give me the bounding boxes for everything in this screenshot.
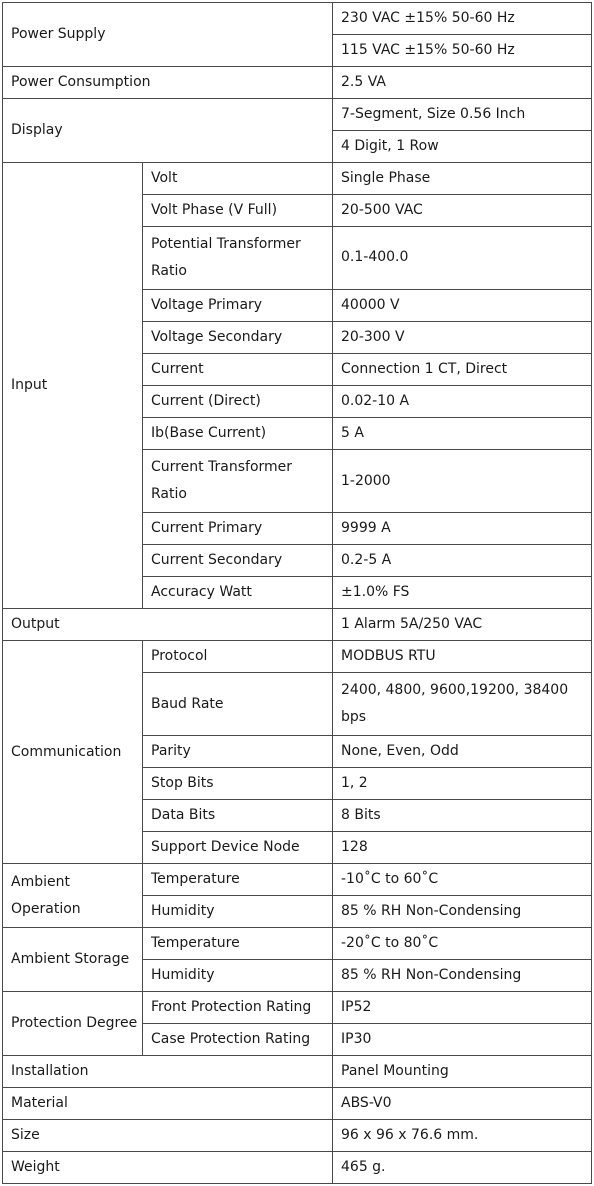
spec-row-installation: [3, 1055, 592, 1087]
spec-row-power-consumption: [3, 66, 592, 98]
sub-value: -20˚C to 80˚C: [333, 928, 592, 960]
sub-value: 20-500 VAC: [333, 194, 592, 226]
label-ambient-storage: Ambient Storage: [3, 928, 143, 992]
sub-value: 9999 A: [333, 513, 592, 545]
sub-label: Ib(Base Current): [143, 417, 333, 449]
sub-label: Current: [143, 353, 333, 385]
label-display: Display: [3, 98, 333, 162]
sub-label: Current (Direct): [143, 385, 333, 417]
sub-label: Current Transformer Ratio: [143, 449, 333, 512]
sub-value: 0.1-400.0: [333, 226, 592, 289]
value-power-supply-230: 230 VAC ±15% 50-60 Hz: [333, 3, 592, 35]
sub-value: 0.02-10 A: [333, 385, 592, 417]
sub-label: Accuracy Watt: [143, 577, 333, 609]
sub-value: 128: [333, 832, 592, 864]
spec-table: [2, 2, 592, 1184]
label-size: Size: [3, 1119, 333, 1151]
label-output: Output: [3, 609, 333, 641]
value-display-segment: 7-Segment, Size 0.56 Inch: [333, 98, 592, 130]
value-output: 1 Alarm 5A/250 VAC: [333, 609, 592, 641]
sub-label: Temperature: [143, 928, 333, 960]
spec-row-communication: [3, 641, 592, 673]
spec-row-display: [3, 98, 592, 130]
sub-value: 85 % RH Non-Condensing: [333, 896, 592, 928]
spec-row-size: [3, 1119, 592, 1151]
sub-label: Current Secondary: [143, 545, 333, 577]
sub-value: Connection 1 CT, Direct: [333, 353, 592, 385]
value-installation: Panel Mounting: [333, 1055, 592, 1087]
sub-label: Voltage Primary: [143, 290, 333, 322]
sub-value: IP52: [333, 991, 592, 1023]
spec-row-input: [3, 162, 592, 194]
sub-value: MODBUS RTU: [333, 641, 592, 673]
value-display-digits: 4 Digit, 1 Row: [333, 130, 592, 162]
sub-label: Temperature: [143, 864, 333, 896]
value-material: ABS-V0: [333, 1087, 592, 1119]
sub-label: Potential Transformer Ratio: [143, 226, 333, 289]
sub-label: Case Protection Rating: [143, 1023, 333, 1055]
sub-label: Volt Phase (V Full): [143, 194, 333, 226]
sub-label: Humidity: [143, 960, 333, 992]
value-weight: 465 g.: [333, 1151, 592, 1183]
sub-value: 8 Bits: [333, 800, 592, 832]
sub-value: IP30: [333, 1023, 592, 1055]
sub-label: Data Bits: [143, 800, 333, 832]
sub-label: Protocol: [143, 641, 333, 673]
sub-value: 40000 V: [333, 290, 592, 322]
label-protection-degree: Protection Degree: [3, 991, 143, 1055]
sub-value: 85 % RH Non-Condensing: [333, 960, 592, 992]
sub-label: Stop Bits: [143, 768, 333, 800]
label-installation: Installation: [3, 1055, 333, 1087]
spec-row-ambient-operation: [3, 864, 592, 896]
sub-label: Voltage Secondary: [143, 322, 333, 354]
sub-value: 1-2000: [333, 449, 592, 512]
sub-value: 20-300 V: [333, 322, 592, 354]
label-power-consumption: Power Consumption: [3, 66, 333, 98]
sub-label: Parity: [143, 736, 333, 768]
sub-label: Support Device Node: [143, 832, 333, 864]
value-power-supply-115: 115 VAC ±15% 50-60 Hz: [333, 34, 592, 66]
sub-label: Humidity: [143, 896, 333, 928]
label-power-supply: Power Supply: [3, 3, 333, 67]
spec-row-output: [3, 609, 592, 641]
label-weight: Weight: [3, 1151, 333, 1183]
spec-row-weight: [3, 1151, 592, 1183]
sub-label: Front Protection Rating: [143, 991, 333, 1023]
sub-label: Baud Rate: [143, 672, 333, 735]
sub-label: Current Primary: [143, 513, 333, 545]
sub-value: None, Even, Odd: [333, 736, 592, 768]
spec-row-ambient-storage: [3, 928, 592, 960]
spec-row-power-supply: [3, 3, 592, 35]
spec-row-protection-degree: [3, 991, 592, 1023]
sub-value: 5 A: [333, 417, 592, 449]
sub-value: 1, 2: [333, 768, 592, 800]
sub-value: ±1.0% FS: [333, 577, 592, 609]
label-input: Input: [3, 162, 143, 608]
sub-value: -10˚C to 60˚C: [333, 864, 592, 896]
sub-value: 0.2-5 A: [333, 545, 592, 577]
spec-row-material: [3, 1087, 592, 1119]
label-material: Material: [3, 1087, 333, 1119]
value-size: 96 x 96 x 76.6 mm.: [333, 1119, 592, 1151]
sub-label: Volt: [143, 162, 333, 194]
label-ambient-operation: Ambient Operation: [3, 864, 143, 928]
label-communication: Communication: [3, 641, 143, 864]
value-power-consumption: 2.5 VA: [333, 66, 592, 98]
sub-value: 2400, 4800, 9600,19200, 38400 bps: [333, 672, 592, 735]
sub-value: Single Phase: [333, 162, 592, 194]
